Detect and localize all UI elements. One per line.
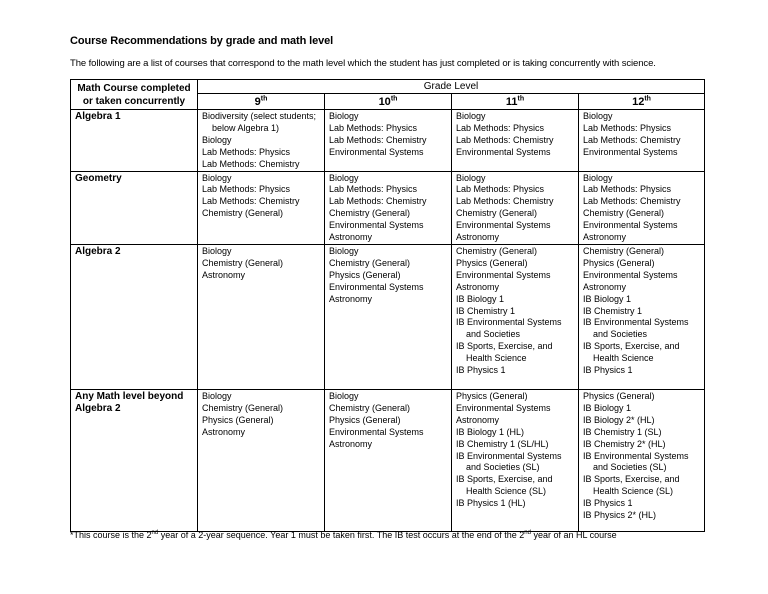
- course-item: Environmental Systems: [583, 146, 678, 157]
- course-item: Astronomy: [329, 293, 373, 304]
- course-item: Astronomy: [329, 438, 373, 449]
- course-item: IB Chemistry 2* (HL): [583, 438, 666, 449]
- table-row: [71, 389, 705, 531]
- math-level-label: Algebra 2: [71, 244, 198, 389]
- course-item: IB Physics 1: [583, 365, 633, 376]
- course-item: Chemistry (General): [456, 208, 538, 219]
- course-item: Chemistry (General): [202, 208, 284, 219]
- table-row: [71, 110, 705, 172]
- footnote: *This course is the 2nd year of a 2-year sequence. Year 1 must be taken first. The IB test occurs at the end of the 2nd year of an HL course: [70, 530, 617, 540]
- course-item: IB Biology 1 (HL): [456, 426, 525, 437]
- course-item: Environmental Systems: [329, 146, 424, 157]
- course-item: IB Environmental Systems and Societies (SL): [583, 450, 689, 473]
- course-cell: [579, 110, 705, 172]
- course-cell: [452, 389, 579, 531]
- page-title: Course Recommendations by grade and math level: [70, 35, 334, 47]
- header-grade-10: 10th: [325, 94, 452, 110]
- course-item: Astronomy: [456, 232, 500, 243]
- course-cell: [579, 171, 705, 244]
- course-item: Biology: [202, 172, 232, 183]
- header-grade-level: Grade Level: [198, 80, 705, 94]
- course-item: Lab Methods: Chemistry: [202, 196, 300, 207]
- course-item: Astronomy: [329, 232, 373, 243]
- course-item: Chemistry (General): [329, 208, 411, 219]
- course-item: Chemistry (General): [202, 402, 284, 413]
- course-item: IB Environmental Systems and Societies: [456, 317, 562, 340]
- course-item: Physics (General): [456, 257, 528, 268]
- course-item: Lab Methods: Chemistry: [456, 134, 554, 145]
- course-item: Lab Methods: Chemistry: [583, 196, 681, 207]
- course-item: IB Environmental Systems and Societies (SL): [456, 450, 562, 473]
- math-level-label: Algebra 1: [71, 110, 198, 172]
- course-item: Physics (General): [329, 414, 401, 425]
- course-item: Astronomy: [202, 426, 246, 437]
- course-item: IB Physics 1: [583, 498, 633, 509]
- course-cell: [452, 110, 579, 172]
- course-item: Lab Methods: Physics: [583, 184, 672, 195]
- course-item: Biology: [583, 172, 613, 183]
- course-cell: [198, 389, 325, 531]
- course-cell: [198, 110, 325, 172]
- math-level-label: Any Math level beyond Algebra 2: [71, 389, 198, 531]
- course-item: Physics (General): [583, 257, 655, 268]
- course-item: Environmental Systems: [456, 146, 551, 157]
- course-cell: [579, 389, 705, 531]
- course-table: [70, 79, 705, 532]
- course-item: Astronomy: [456, 281, 500, 292]
- course-item: IB Physics 1: [456, 365, 506, 376]
- course-item: Lab Methods: Physics: [456, 184, 545, 195]
- course-item: Chemistry (General): [329, 257, 411, 268]
- course-item: Chemistry (General): [202, 257, 284, 268]
- course-item: Astronomy: [202, 269, 246, 280]
- course-item: Environmental Systems: [329, 220, 424, 231]
- course-cell: [325, 110, 452, 172]
- course-item: Biology: [202, 390, 232, 401]
- course-item: Physics (General): [329, 269, 401, 280]
- course-cell: [198, 171, 325, 244]
- intro-text: The following are a list of courses that correspond to the math level which the student has just completed or is taking concurrently with science.: [70, 58, 656, 69]
- course-item: IB Sports, Exercise, and Health Science (SL): [583, 474, 680, 497]
- course-item: Lab Methods: Chemistry: [329, 196, 427, 207]
- course-item: Astronomy: [583, 232, 627, 243]
- course-item: Biology: [329, 245, 359, 256]
- course-item: Biology: [329, 172, 359, 183]
- course-cell: [452, 244, 579, 389]
- course-item: IB Chemistry 1: [456, 305, 516, 316]
- course-item: Chemistry (General): [583, 208, 665, 219]
- table-row: [71, 171, 705, 244]
- course-cell: [198, 244, 325, 389]
- course-item: Chemistry (General): [456, 245, 538, 256]
- math-level-label: Geometry: [71, 171, 198, 244]
- course-item: Lab Methods: Chemistry: [583, 134, 681, 145]
- course-item: Biology: [202, 245, 232, 256]
- header-grade-12: 12th: [579, 94, 705, 110]
- course-item: Astronomy: [456, 414, 500, 425]
- course-cell: [325, 171, 452, 244]
- course-item: Biology: [583, 111, 613, 121]
- course-item: Biodiversity (select students; below Algebra 1): [202, 111, 317, 133]
- course-item: IB Chemistry 1 (SL): [583, 426, 662, 437]
- course-item: Biology: [329, 390, 359, 401]
- course-item: Lab Methods: Chemistry: [456, 196, 554, 207]
- course-item: IB Sports, Exercise, and Health Science: [583, 341, 680, 364]
- course-item: IB Chemistry 1: [583, 305, 643, 316]
- course-item: Chemistry (General): [329, 402, 411, 413]
- course-item: IB Biology 1: [583, 293, 632, 304]
- course-item: Astronomy: [583, 281, 627, 292]
- course-item: Biology: [456, 111, 486, 121]
- course-item: IB Sports, Exercise, and Health Science: [456, 341, 553, 364]
- course-item: Lab Methods: Physics: [329, 184, 418, 195]
- table-row: [71, 244, 705, 389]
- course-item: Lab Methods: Physics: [202, 146, 291, 157]
- course-item: IB Physics 1 (HL): [456, 498, 526, 509]
- course-item: Lab Methods: Chemistry: [329, 134, 427, 145]
- course-item: Lab Methods: Physics: [202, 184, 291, 195]
- course-item: Lab Methods: Physics: [456, 122, 545, 133]
- course-item: Environmental Systems: [583, 269, 678, 280]
- course-item: IB Biology 1: [456, 293, 505, 304]
- course-cell: [452, 171, 579, 244]
- course-item: IB Biology 2* (HL): [583, 414, 655, 425]
- course-item: Physics (General): [202, 414, 274, 425]
- course-item: Biology: [202, 134, 232, 145]
- course-item: Environmental Systems: [456, 220, 551, 231]
- course-item: Chemistry (General): [583, 245, 665, 256]
- header-grade-11: 11th: [452, 94, 579, 110]
- course-item: Biology: [329, 111, 359, 121]
- course-item: Environmental Systems: [583, 220, 678, 231]
- course-item: Lab Methods: Physics: [583, 122, 672, 133]
- course-item: Physics (General): [583, 390, 655, 401]
- course-item: IB Physics 2* (HL): [583, 510, 657, 521]
- course-cell: [325, 244, 452, 389]
- course-item: Environmental Systems: [329, 281, 424, 292]
- course-cell: [579, 244, 705, 389]
- course-cell: [325, 389, 452, 531]
- header-math-course: Math Course completed or taken concurrently: [71, 80, 198, 110]
- header-grade-9: 9th: [198, 94, 325, 110]
- course-item: Environmental Systems: [456, 402, 551, 413]
- course-item: IB Chemistry 1 (SL/HL): [456, 438, 549, 449]
- course-item: Lab Methods: Chemistry: [202, 158, 300, 169]
- course-item: Environmental Systems: [456, 269, 551, 280]
- course-item: Biology: [456, 172, 486, 183]
- course-item: IB Sports, Exercise, and Health Science (SL): [456, 474, 553, 497]
- course-item: Environmental Systems: [329, 426, 424, 437]
- course-item: IB Environmental Systems and Societies: [583, 317, 689, 340]
- course-item: Lab Methods: Physics: [329, 122, 418, 133]
- course-item: IB Biology 1: [583, 402, 632, 413]
- course-item: Physics (General): [456, 390, 528, 401]
